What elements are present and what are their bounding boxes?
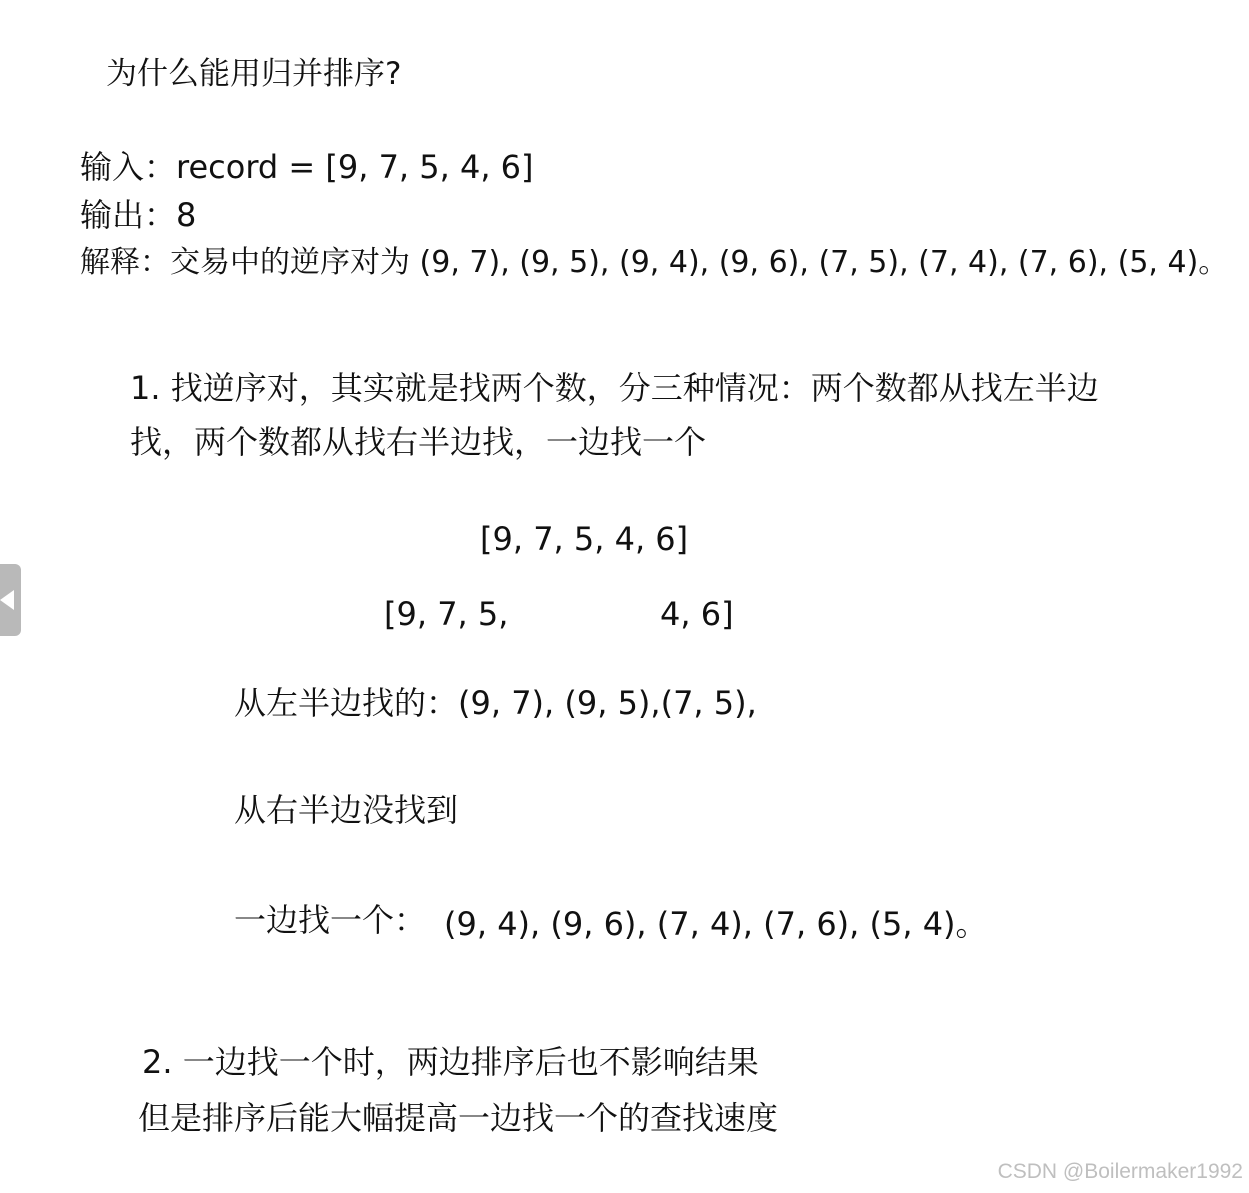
watermark: CSDN @Boilermaker1992 [997, 1160, 1243, 1183]
caret-left-icon [0, 590, 16, 610]
full-array: [9, 7, 5, 4, 6] [480, 520, 689, 558]
right-half-none: 从右半边没找到 [234, 791, 459, 829]
point-1-line-2: 找，两个数都从找右半边找，一边找一个 [130, 423, 707, 461]
example-output: 输出：8 [80, 196, 197, 234]
example-input: 输入：record = [9, 7, 5, 4, 6] [80, 148, 534, 186]
point-1-line-1: 1. 找逆序对，其实就是找两个数，分三种情况：两个数都从找左半边 [130, 369, 1099, 407]
left-half-pairs: 从左半边找的：(9, 7), (9, 5),(7, 5), [234, 684, 757, 722]
cross-pairs-values: (9, 4), (9, 6), (7, 4), (7, 6), (5, 4)。 [444, 905, 988, 943]
side-collapse-tab[interactable] [0, 564, 21, 636]
page-title: 为什么能用归并排序? [106, 56, 402, 92]
left-half-array: [9, 7, 5, [384, 595, 509, 633]
point-2-line-1: 2. 一边找一个时，两边排序后也不影响结果 [142, 1043, 759, 1081]
point-2-line-2: 但是排序后能大幅提高一边找一个的查找速度 [138, 1099, 779, 1137]
example-explanation: 解释：交易中的逆序对为 (9, 7), (9, 5), (9, 4), (9, 6), (7, 5), (7, 4), (7, 6), (5, 4)。 [80, 245, 1229, 280]
right-half-array: 4, 6] [660, 595, 734, 633]
cross-pairs-label: 一边找一个： [234, 901, 427, 939]
